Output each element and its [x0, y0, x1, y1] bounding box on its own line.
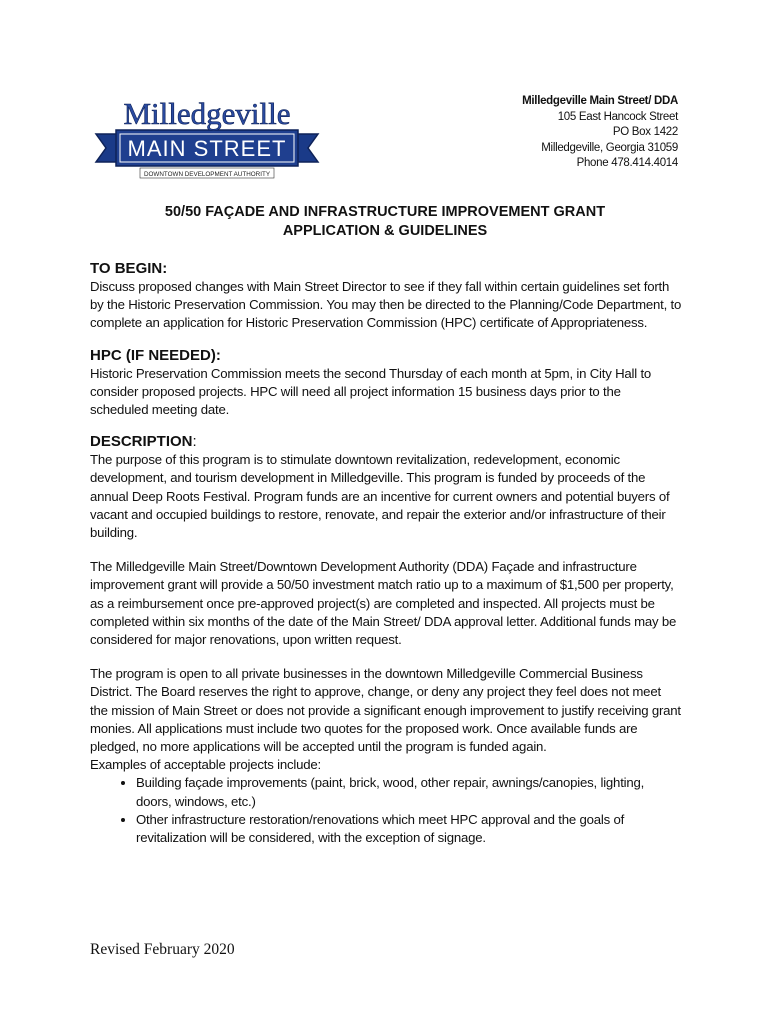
organization-name: Milledgeville Main Street/ DDA [522, 95, 678, 107]
logo-banner-text: MAIN STREET [127, 136, 287, 161]
list-item: • Building façade improvements (paint, brick, wood, other repair, awnings/canopies, lighting, doors, windows, etc.) [136, 774, 682, 810]
to-begin-text: Discuss proposed changes with Main Street Director to see if they fall within certain guidelines set forth by the Historic Preservation Commission. You may then be directed to the Planning/Code Department, to complete an application for Historic Preservation Commission (HPC) certificate of Appropriateness. [90, 279, 682, 331]
phone-number: Phone 478.414.4014 [576, 157, 678, 169]
po-box: PO Box 1422 [612, 126, 678, 138]
main-street-logo [92, 92, 322, 184]
examples-intro: Examples of acceptable projects include: [90, 757, 321, 773]
description-paragraph-3: The program is open to all private businesses in the downtown Milledgeville Commercial Business District. The Board reserves the right to approve, change, or deny any project they feel does not meet the mission of Main Street or does not provide a significant enough improvement to justify receiving grant monies. All applications must include two quotes for the proposed work. Once available funds are pledged, no more applications will be accepted until the program is funded again. [90, 666, 681, 755]
street-address: 105 East Hancock Street [557, 110, 678, 123]
hpc-heading: HPC (IF NEEDED): [90, 346, 221, 364]
examples-list [90, 774, 682, 847]
address-block [522, 94, 678, 172]
description-heading [90, 433, 682, 451]
document-body [90, 260, 682, 847]
to-begin-heading: TO BEGIN: [90, 260, 168, 277]
title-line-2: APPLICATION & GUIDELINES [282, 223, 488, 239]
hpc-text: Historic Preservation Commission meets the second Thursday of each month at 5pm, in City Hall to consider proposed projects. HPC will need all project information 15 business days prior to the scheduled meeting date. [90, 365, 652, 418]
description-paragraph-2: The Milledgeville Main Street/Downtown Development Authority (DDA) Façade and infrastructure improvement grant will provide a 50/50 investment match ratio up to a maximum of $1,500 per property, as a reimbursement once pre-approved project(s) are completed and inspected. All projects must be completed within six months of the date of the Main Street/ DDA approval letter. Additional funds may be considered for major renovations, upon written request. [90, 559, 677, 648]
description-paragraph-1: The purpose of this program is to stimulate downtown revitalization, redevelopment, economic development, and tourism development in Milledgeville. This program is funded by proceeds of the annual Deep Roots Festival. Program funds are an incentive for current owners and potential buyers of vacant and occupied buildings to restore, renovate, and repair the exterior and/or infrastructure of their building. [90, 452, 670, 541]
revised-date: Revised February 2020 [90, 941, 235, 958]
logo-name-text: Milledgeville [123, 96, 291, 131]
logo-graphic [92, 92, 322, 184]
title-line-1: 50/50 FAÇADE AND INFRASTRUCTURE IMPROVEMENT GRANT [164, 204, 606, 220]
description-heading-colon: : [192, 433, 197, 451]
city-state-zip: Milledgeville, Georgia 31059 [541, 141, 678, 154]
document-title [90, 203, 680, 241]
description-heading-label: DESCRIPTION [90, 433, 193, 451]
logo-subtitle-text: DOWNTOWN DEVELOPMENT AUTHORITY [143, 171, 271, 178]
list-item: • Other infrastructure restoration/renovations which meet HPC approval and the goals of revitalization will be considered, with the exception of signage. [136, 811, 682, 847]
